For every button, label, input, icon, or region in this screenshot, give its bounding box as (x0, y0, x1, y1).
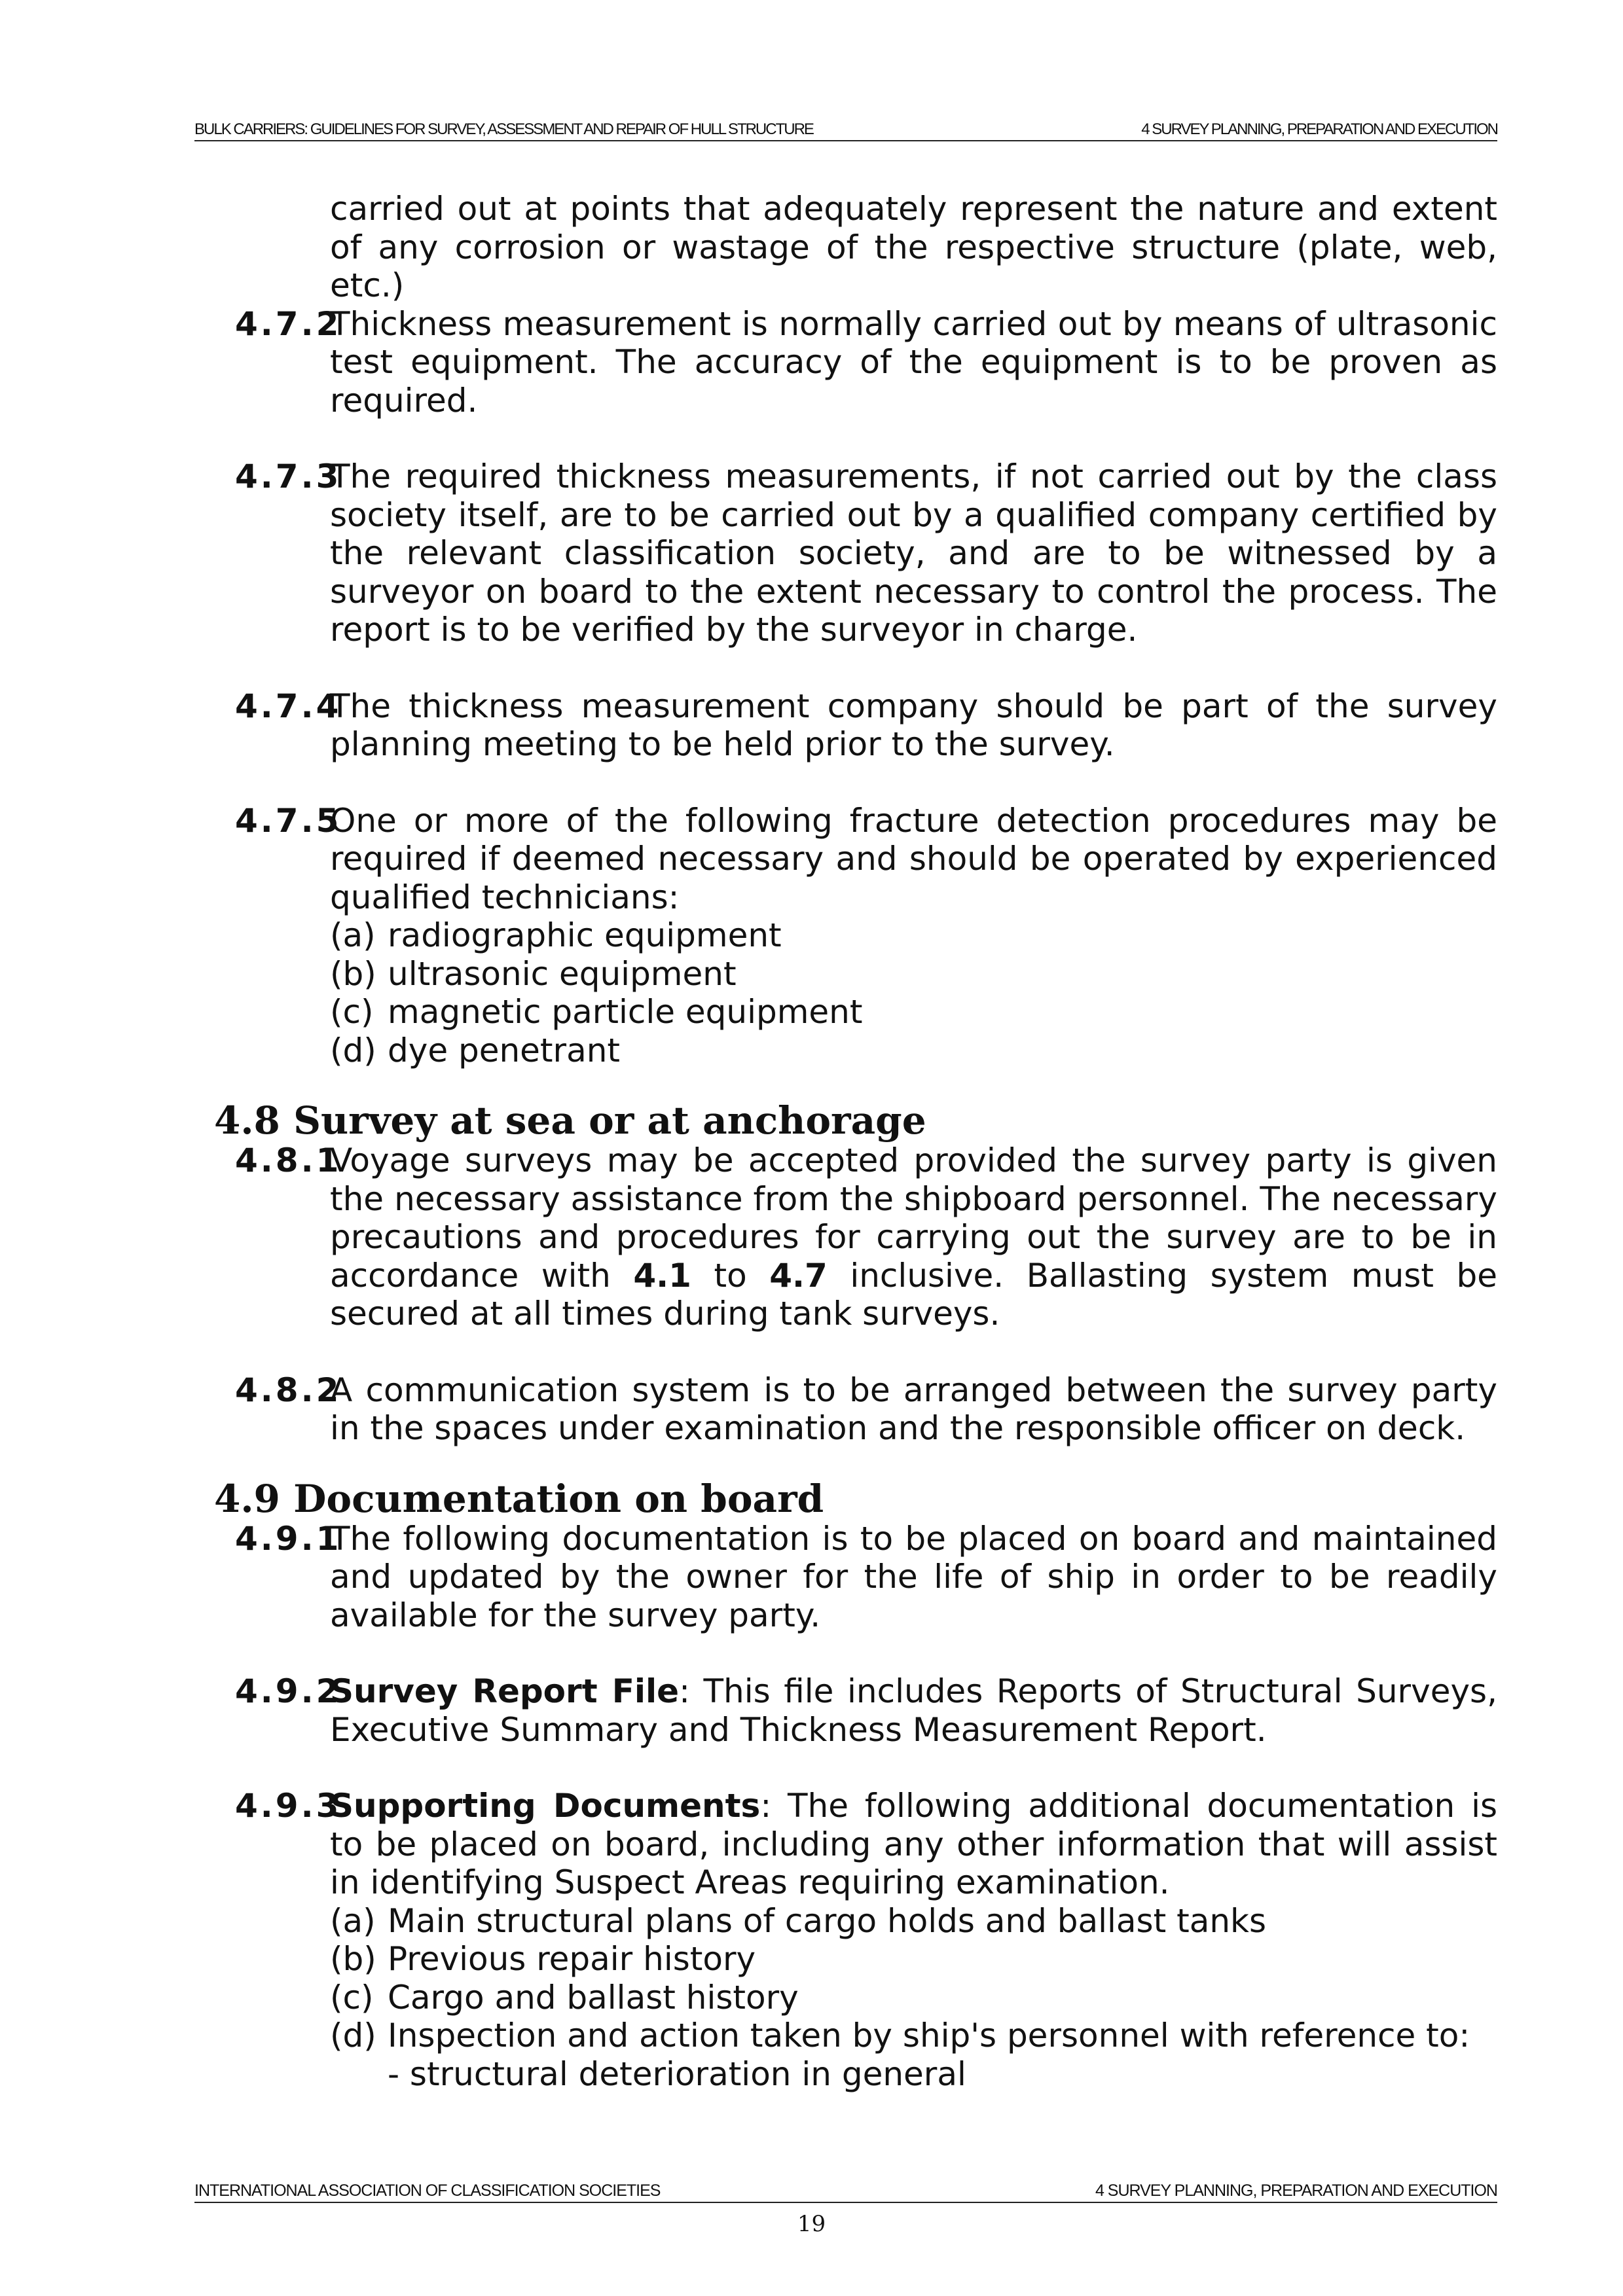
list-item (194, 916, 1497, 955)
paragraph-number: 4.9.1 (235, 1519, 342, 1558)
defined-term: Survey Report File (330, 1672, 680, 1710)
paragraph-text: inclusive. Ballasting system must be secured at all times during tank surveys. (330, 1256, 1497, 1333)
paragraph-number: 4.7.2 (235, 304, 342, 343)
paragraph-text: A communication system is to be arranged between the survey party in the spaces under examination and the responsible officer on deck. (330, 1371, 1497, 1447)
paragraph-text: The following documentation is to be placed on board and maintained and updated by the owner for the life of ship in order to be readily available for the survey party. (330, 1519, 1497, 1634)
paragraph-text: to (691, 1256, 770, 1295)
section-reference: 4.7 (769, 1256, 828, 1295)
list-item-label: (c) (330, 1978, 374, 2017)
paragraph-text: : This file includes Reports of Structural Surveys, Executive Summary and Thickness Measurement Report. (330, 1672, 1497, 1749)
paragraph-4-7-2 (194, 305, 1497, 420)
list-item (194, 993, 1497, 1031)
paragraph-4-8-2 (194, 1371, 1497, 1448)
footer-left-title: INTERNATIONAL ASSOCIATION OF CLASSIFICATION SOCIETIES (194, 2181, 661, 2200)
paragraph-4-7-4 (194, 687, 1497, 764)
list-item (194, 955, 1497, 994)
list-item-text: Previous repair history (388, 1940, 756, 1978)
paragraph-number: 4.9.2 (235, 1672, 342, 1710)
footer-right-title: 4 SURVEY PLANNING, PREPARATION AND EXECUTION (1095, 2181, 1497, 2200)
paragraph-text: The required thickness measurements, if not carried out by the class society itself, are to be carried out by a qualified company certified by the relevant classification society, and are to be witnessed by a surveyor on board to the extent necessary to control the process. The report is to be verified by the surveyor in charge. (330, 457, 1497, 649)
paragraph-text: The thickness measurement company should be part of the survey planning meeting to be held prior to the survey. (330, 687, 1497, 763)
list-item-label: (a) (330, 1901, 376, 1940)
defined-term: Supporting Documents (330, 1787, 761, 1825)
section-reference: 4.1 (633, 1256, 691, 1295)
list-item-text: magnetic particle equipment (388, 993, 863, 1031)
paragraph-4-9-2 (194, 1672, 1497, 1749)
list-item-text: radiographic equipment (388, 916, 782, 954)
paragraph-4-8-1 (194, 1141, 1497, 1333)
paragraph-4-9-1 (194, 1520, 1497, 1635)
paragraph-4-7-5 (194, 802, 1497, 917)
list-item-text: Inspection and action taken by ship's personnel with reference to: (388, 2017, 1470, 2054)
list-item-label: (c) (330, 993, 374, 1031)
list-item (194, 2017, 1497, 2055)
header-right-title: 4 SURVEY PLANNING, PREPARATION AND EXECUTION (1141, 120, 1497, 138)
paragraph-number: 4.9.3 (235, 1787, 342, 1825)
list-item-text: ultrasonic equipment (388, 954, 737, 993)
list-item (194, 1979, 1497, 2017)
paragraph-text: One or more of the following fracture detection procedures may be required if deemed necessary and should be operated by experienced qualified technicians: (330, 801, 1497, 916)
paragraph-text: : The following additional documentation is to be placed on board, including any other information that will assist in identifying Suspect Areas requiring examination. (330, 1787, 1498, 1901)
paragraph-number: 4.7.4 (235, 687, 342, 725)
header-left-title: BULK CARRIERS: GUIDELINES FOR SURVEY, ASSESSMENT AND REPAIR OF HULL STRUCTURE (194, 120, 813, 138)
paragraph-number: 4.7.5 (235, 801, 342, 840)
page-number: 19 (797, 2211, 826, 2237)
list-item (194, 1902, 1497, 1941)
paragraph-number: 4.8.1 (235, 1141, 342, 1179)
list-sub-item: - structural deterioration in general (388, 2054, 966, 2093)
paragraph-number: 4.8.2 (235, 1371, 342, 1409)
page-footer (194, 2178, 1497, 2203)
list-item-text: dye penetrant (388, 1031, 621, 1069)
document-body (194, 190, 1497, 2093)
list-item (194, 1031, 1497, 1070)
paragraph-4-7-3 (194, 457, 1497, 649)
paragraph-4-9-3 (194, 1787, 1497, 1902)
list-item-text: Main structural plans of cargo holds and ballast tanks (388, 1901, 1267, 1940)
paragraph-text: carried out at points that adequately represent the nature and extent of any corrosion or wastage of the respective structure (plate, web, etc.) (330, 190, 1497, 304)
paragraph-text: Voyage surveys may be accepted provided the survey party is given the necessary assistance from the shipboard personnel. The necessary precautions and procedures for carrying out the survey are to be in accordance with (330, 1141, 1497, 1295)
list-item-label: (a) (330, 916, 376, 954)
list-item-label: (b) (330, 954, 376, 993)
list-item-label: (b) (330, 1940, 376, 1978)
list-item-label: (d) (330, 2017, 376, 2054)
paragraph-text: Thickness measurement is normally carried out by means of ultrasonic test equipment. The accuracy of the equipment is to be proven as required. (330, 304, 1497, 420)
list-item-label: (d) (330, 1031, 376, 1069)
section-heading-4-8: 4.8 Survey at sea or at anchorage (214, 1098, 926, 1143)
list-item-text: Cargo and ballast history (388, 1978, 799, 2017)
section-heading-4-9: 4.9 Documentation on board (214, 1476, 824, 1521)
paragraph-number: 4.7.3 (235, 457, 342, 495)
list-item (194, 1940, 1497, 1979)
page-header (194, 115, 1497, 141)
paragraph-continuation (194, 190, 1497, 305)
